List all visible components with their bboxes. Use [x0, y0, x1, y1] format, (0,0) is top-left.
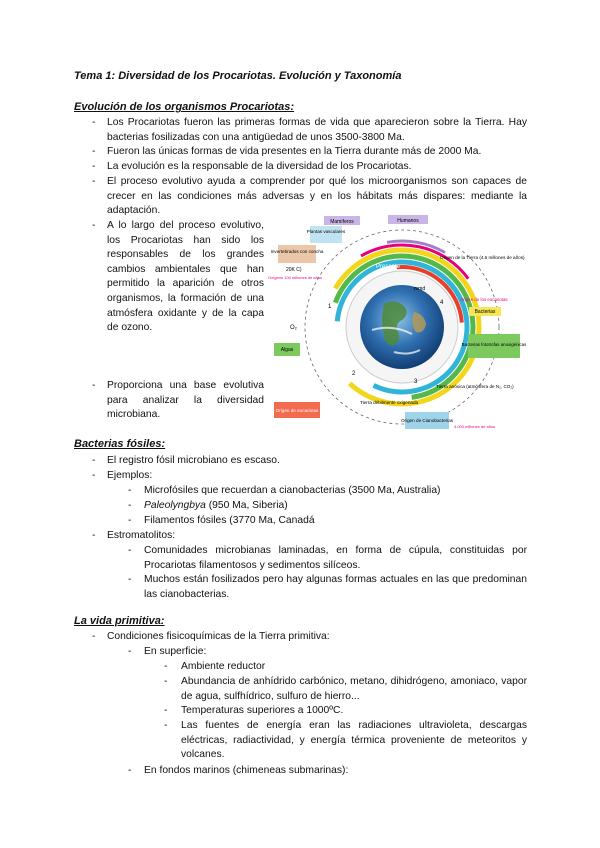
- bullet-dash: -: [92, 146, 96, 157]
- earth-globe: [360, 285, 444, 369]
- bullet-dash: -: [128, 545, 132, 556]
- label-origen-eucariotas: Origen de eucariotas: [275, 408, 319, 413]
- label-n4: 4: [440, 300, 444, 306]
- label-temp: 20K C): [286, 267, 302, 273]
- bullet-dash: -: [92, 220, 96, 231]
- document-title: Tema 1: Diversidad de los Procariotas. Evolución y Taxonomía: [74, 70, 402, 82]
- label-origen-eucariotas-red: Origen de los eucariotas: [460, 297, 508, 302]
- paragraph-condiciones: Condiciones fisicoquímicas de la Tierra primitiva:: [107, 631, 330, 642]
- label-invertebrados: Invertebrados con concha: [270, 249, 324, 254]
- label-bacterias-fototrofas: Bacterias fototrofas anoxigénicas: [461, 342, 526, 347]
- label-n2: 2: [352, 371, 356, 377]
- paragraph-b3: La evolución es la responsable de la diversidad de los Procariotas.: [107, 161, 412, 172]
- label-origen-tierra: Origen de la Tierra (4.6 millones de años): [440, 255, 525, 260]
- bullet-dash: -: [92, 530, 96, 541]
- bullet-dash: -: [128, 485, 132, 496]
- bullet-dash: -: [164, 661, 168, 672]
- bullet-dash: -: [164, 676, 168, 687]
- heading-evolucion: Evolución de los organismos Procariotas:: [74, 101, 295, 113]
- bullet-dash: -: [164, 720, 168, 731]
- paragraph-reductor: Ambiente reductor: [181, 661, 266, 672]
- paragraph-microfosiles: Microfósiles que recuerdan a cianobacterias (3500 Ma, Australia): [144, 485, 441, 496]
- label-ma-oxigeno: Oxígeno 100 millones de años: [268, 275, 323, 280]
- label-mmd: mmd: [414, 286, 426, 292]
- label-algas: Algas: [280, 347, 294, 353]
- bullet-dash: -: [92, 161, 96, 172]
- paragraph-b5: A lo largo del proceso evolutivo, los Procariotas han sido los responsables de los grandes cambios ambientales que han permitido la aparición de otros organismos, la formación de una atmósfera oxidante y de la capa de ozono.: [107, 220, 264, 334]
- paragraph-fosilizados: Muchos están fosilizados pero hay algunas formas actuales en las que predominan las cianobacterias.: [144, 574, 527, 600]
- label-n3: 3: [414, 379, 418, 385]
- paragraph-fondos-marinos: En fondos marinos (chimeneas submarinas):: [144, 765, 349, 776]
- paragraph-estromatolitos: Estromatolitos:: [107, 530, 176, 541]
- label-ma-cianobacterias: 4.000 millones de años: [454, 424, 496, 429]
- label-tierra-oxigenada: Tierra débilmente oxigenada: [360, 400, 419, 405]
- label-bacterias: Bacterias: [474, 309, 496, 315]
- label-plantas: Plantas vasculares: [306, 229, 346, 234]
- label-origen-cianobacterias: Origen de Cianobacterias: [400, 418, 454, 423]
- bullet-dash: -: [92, 470, 96, 481]
- label-n1: 1: [328, 304, 332, 310]
- bullet-dash: -: [92, 380, 96, 391]
- bullet-dash: -: [92, 631, 96, 642]
- paragraph-ejemplos: Ejemplos:: [107, 470, 153, 481]
- species-detail: (950 Ma, Siberia): [205, 500, 288, 511]
- bullet-dash: -: [92, 117, 96, 128]
- bullet-dash: -: [128, 646, 132, 657]
- bullet-dash: -: [128, 515, 132, 526]
- paragraph-b6: Proporciona una base evolutiva para analizar la diversidad microbiana.: [107, 380, 264, 421]
- bullet-dash: -: [92, 176, 96, 187]
- label-mamiferos: Mamíferos: [330, 219, 354, 225]
- paragraph-b2: Fueron las únicas formas de vida presentes en la Tierra durante más de 2000 Ma.: [107, 146, 482, 157]
- paragraph-comunidades: Comunidades microbianas laminadas, en forma de cúpula, constituidas por Procariotas filamentosos y sedimentos silíceos.: [144, 545, 527, 571]
- label-o2: O₂: [290, 325, 297, 331]
- heading-vida-primitiva: La vida primitiva:: [74, 615, 165, 627]
- paragraph-superficie: En superficie:: [144, 646, 207, 657]
- bullet-dash: -: [128, 500, 132, 511]
- label-humanos: Humanos: [397, 218, 419, 224]
- paragraph-b4: El proceso evolutivo ayuda a comprender por qué los microorganismos son capaces de crecer en las condiciones más adversas y en los hábitats más dispares: mediante la adaptación.: [107, 176, 527, 217]
- paragraph-filamentos: Filamentos fósiles (3770 Ma, Canadá: [144, 515, 315, 526]
- bullet-dash: -: [128, 574, 132, 585]
- paragraph-temperaturas: Temperaturas superiores a 1000ºC.: [181, 705, 344, 716]
- label-tierra-anoxica: Tierra anóxica (atmósfera de N₂, CO₂): [436, 384, 514, 389]
- paragraph-paleolyngbya: [144, 499, 527, 514]
- paragraph-abundancia: Abundancia de anhídrido carbónico, metano, dihidrógeno, amoniaco, vapor de agua, sulfhídrico, sulfuro de hierro...: [181, 676, 527, 702]
- paragraph-b1: Los Procariotas fueron las primeras formas de vida que aparecieron sobre la Tierra. Hay bacterias fosilizadas con una antigüedad de unos 3500-3800 Ma.: [107, 117, 527, 143]
- evolution-clock-figure: [264, 212, 526, 432]
- bullet-dash: -: [92, 455, 96, 466]
- heading-bacterias-fosiles: Bacterias fósiles:: [74, 438, 166, 450]
- bullet-dash: -: [164, 705, 168, 716]
- label-presente: Presente: [376, 264, 401, 270]
- species-name: Paleolyngbya: [144, 500, 206, 511]
- paragraph-energia: Las fuentes de energía eran las radiaciones ultravioleta, descargas eléctricas, radiactividad, y energía térmica proveniente de meteoritos y volcanes.: [181, 720, 527, 761]
- paragraph-registro: El registro fósil microbiano es escaso.: [107, 455, 280, 466]
- bullet-dash: -: [128, 765, 132, 776]
